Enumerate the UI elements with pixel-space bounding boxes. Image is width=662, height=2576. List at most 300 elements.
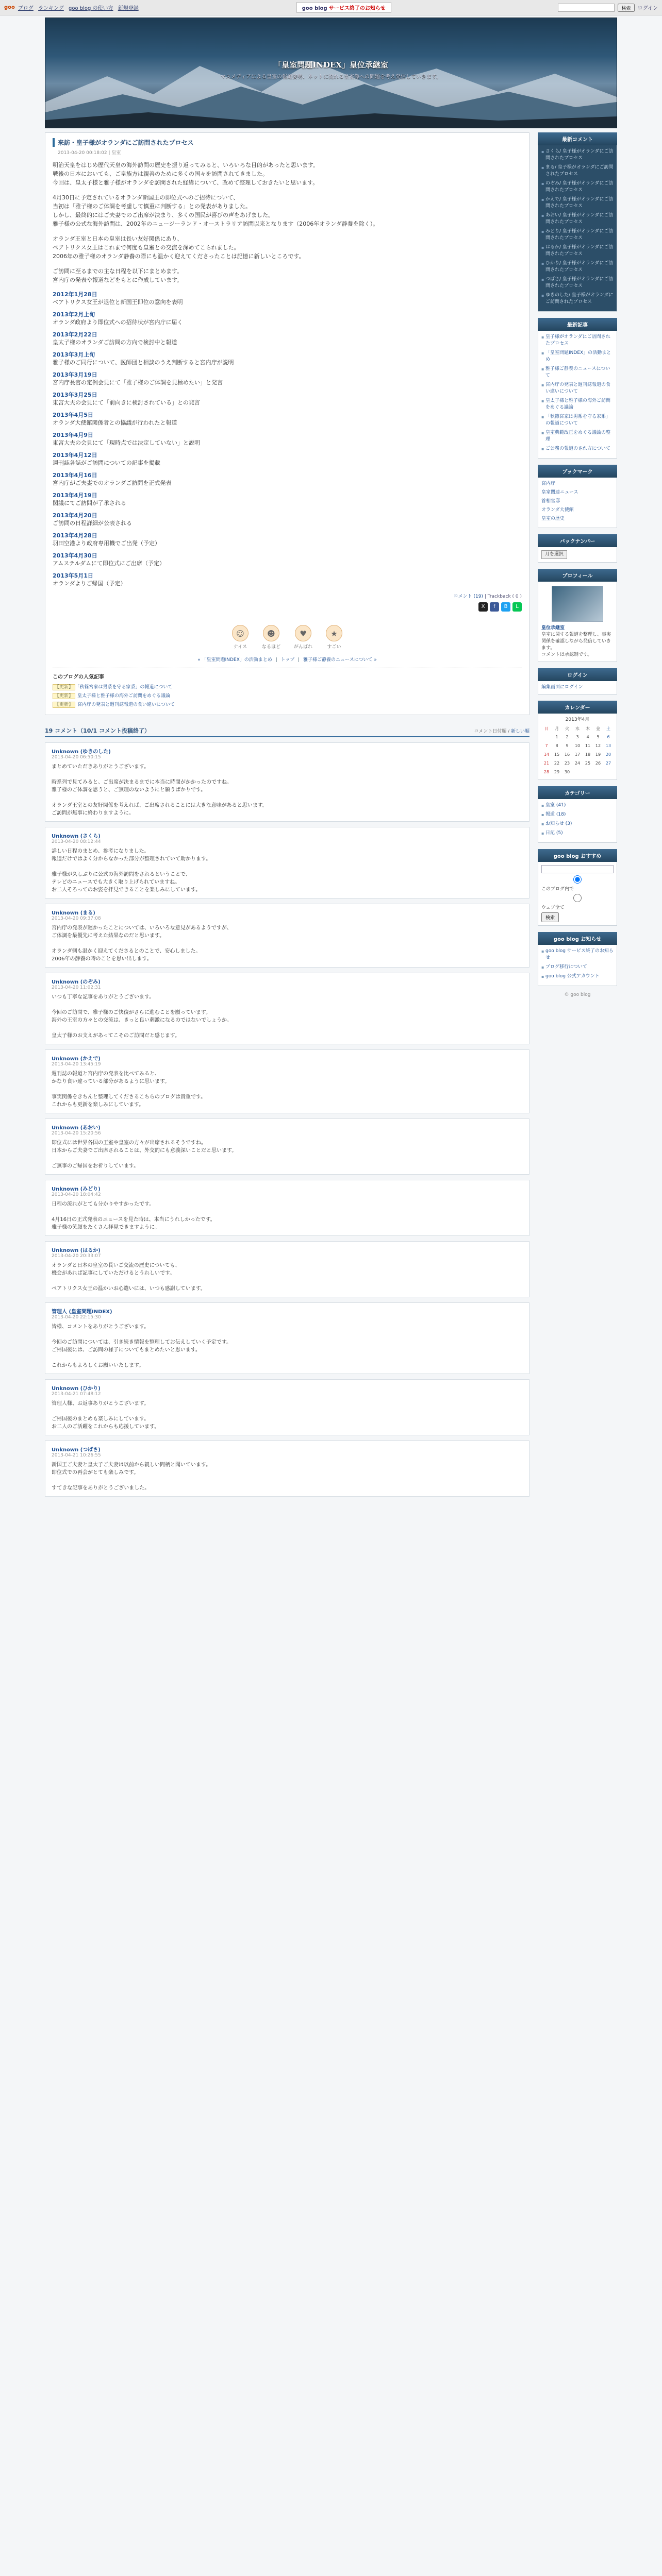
search-title: goo blog おすすめ: [538, 849, 617, 862]
recent-comment-link[interactable]: かえで/ 皇子様がオランダにご訪問されたプロセス: [545, 197, 614, 209]
calendar-week: [541, 733, 614, 741]
latest-articles-body: [538, 331, 617, 459]
calendar-day[interactable]: 12: [595, 743, 601, 748]
reaction-ganbare[interactable]: [294, 625, 312, 650]
blog-title[interactable]: 「皇室問題INDEX」皇位承継室: [274, 60, 388, 70]
comment-author[interactable]: Unknown (みどり): [52, 1187, 101, 1192]
comment-line: テレビのニュースでも大きく取り上げられていますね。: [52, 879, 180, 885]
schedule-date: 2013年4月5日: [53, 412, 93, 418]
calendar-day[interactable]: 8: [555, 743, 558, 748]
related-entries: [53, 668, 522, 707]
x-share-icon[interactable]: X: [478, 602, 488, 612]
comment-line: 雅子様が久しぶりに公式の海外訪問をされるということで、: [52, 872, 191, 877]
related-item[interactable]: [53, 683, 522, 690]
entry-schedule: [53, 291, 522, 587]
reaction-nice[interactable]: [232, 625, 249, 650]
comments-title: 19 コメント（10/1 コメント投稿終了）: [45, 727, 150, 734]
backnumber-box: [538, 534, 617, 563]
categories-body: [538, 799, 617, 843]
star-icon: ★: [326, 625, 342, 641]
recent-comment-link[interactable]: はるか/ 皇子様がオランダにご訪問されたプロセス: [545, 245, 614, 257]
bookmark-link[interactable]: 皇室関連ニュース: [541, 490, 578, 495]
schedule-text: ベアトリクス女王が退位と新国王即位の意向を表明: [53, 299, 183, 306]
calendar-day[interactable]: 10: [574, 743, 581, 748]
comment-body: [52, 763, 523, 817]
login-box: [538, 668, 617, 694]
comment-line: [52, 794, 523, 802]
category-item: [541, 811, 614, 818]
entry-line: 雅子様の公式な海外訪問は、2002年のニュージーランド・オーストラリア訪問以来となります（2006年オランダ静養を除く）。: [53, 221, 379, 227]
search-radio[interactable]: [541, 894, 614, 902]
comment-line: お二人そろってのお姿を拝見できることを楽しみにしています。: [52, 887, 201, 893]
comment-date: 2013-04-20 08:12:44: [52, 839, 101, 844]
service-notice[interactable]: [296, 2, 391, 13]
latest-article-item: [541, 430, 614, 443]
recent-comment-item: [541, 148, 614, 162]
calendar-day[interactable]: 2: [566, 735, 569, 739]
calendar-day[interactable]: 11: [585, 743, 591, 748]
comment-line: [52, 1001, 523, 1009]
related-label: 【更新】: [53, 702, 75, 708]
bookmark-share-icon[interactable]: B: [501, 602, 510, 612]
schedule-text: 閣議にてご訪問が了承される: [53, 500, 126, 506]
comment: [45, 1049, 529, 1113]
latest-article-link[interactable]: 皇子様がオランダにご訪問されたプロセス: [545, 334, 610, 346]
comment-line: まとめていただきありがとうございます。: [52, 764, 150, 770]
top-search-input[interactable]: [558, 4, 615, 12]
comment-line: [52, 1408, 523, 1415]
related-item[interactable]: [53, 692, 522, 699]
comment-author[interactable]: Unknown (まる): [52, 910, 95, 916]
related-list: [53, 683, 522, 707]
comment-line: かなり食い違っている部分があるように思います。: [52, 1079, 170, 1084]
notice-text: サービス終了のお知らせ: [328, 6, 386, 11]
calendar-day[interactable]: [583, 768, 593, 776]
comment-line: オランダ側も温かく迎えてくださるとのことで、安心しました。: [52, 948, 201, 954]
recent-comment-link[interactable]: みどり/ 皇子様がオランダにご訪問されたプロセス: [545, 229, 614, 241]
recent-comments-body: [538, 145, 617, 312]
schedule-text: 雅子様のご同行について、医師団と相談のうえ判断すると宮内庁が説明: [53, 359, 234, 366]
calendar-weekday: 木: [586, 726, 590, 731]
bookmark-link[interactable]: 皇室の歴史: [541, 516, 565, 521]
comment-line: 週刊誌の報道と宮内庁の発表を比べてみると、: [52, 1071, 160, 1077]
profile-name[interactable]: 皇位承継室: [541, 625, 565, 631]
comment-line: [52, 1086, 523, 1093]
comment-body: [52, 1323, 523, 1369]
schedule-text: オランダよりご帰国（予定）: [53, 580, 126, 587]
comment-author[interactable]: Unknown (ひかり): [52, 1386, 101, 1392]
calendar-weekday: 金: [596, 726, 600, 731]
naruhodo-icon: ☻: [263, 625, 279, 641]
entry-line: オランダ王室と日本の皇室は長い友好関係にあり、: [53, 235, 183, 242]
sort-newest-link[interactable]: 新しい順: [510, 728, 529, 734]
latest-article-link[interactable]: 皇室典範改正をめぐる議論の整理: [545, 430, 611, 442]
entry-line: 4月30日に予定されているオランダ新国王の即位式へのご招待について、: [53, 194, 239, 201]
calendar-day[interactable]: 6: [607, 735, 610, 739]
comment-author[interactable]: Unknown (はるか): [52, 1248, 101, 1253]
calendar-weekday: 土: [606, 726, 610, 731]
calendar-day[interactable]: 20: [605, 752, 611, 757]
calendar-day[interactable]: 22: [554, 761, 560, 766]
comment-body: [52, 1400, 523, 1431]
edit-login-link[interactable]: 編集画面にログイン: [541, 685, 583, 690]
calendar-day[interactable]: 9: [566, 743, 569, 748]
profile-text-line: 皇室に関する報道を整理し、事実関係を確認しながら発信していきます。: [541, 632, 611, 651]
profile-avatar: [552, 586, 603, 622]
calendar-day[interactable]: 23: [564, 761, 570, 766]
schedule-text: 宮内庁長官の定例会見にて「雅子様のご体調を見極めたい」と発言: [53, 379, 223, 386]
calendar-day[interactable]: [541, 733, 552, 741]
comment-author[interactable]: Unknown (さくら): [52, 834, 101, 839]
comment-line: 今回のご訪問で、雅子様のご快復がさらに進むことを願っています。: [52, 1010, 211, 1015]
search-option-web[interactable]: [541, 894, 614, 911]
calendar-day[interactable]: 24: [574, 761, 581, 766]
recent-comment-item: [541, 196, 614, 210]
calendar-day[interactable]: 29: [554, 770, 560, 774]
related-item[interactable]: [53, 701, 522, 707]
calendar-day[interactable]: 17: [574, 752, 581, 757]
comment: [45, 1302, 529, 1374]
nav-link-ranking[interactable]: ランキング: [38, 6, 64, 11]
comment-line: これからも更新を楽しみにしています。: [52, 1102, 144, 1108]
calendar-week: [541, 750, 614, 759]
line-share-icon[interactable]: L: [512, 602, 522, 612]
heart-icon: ♥: [295, 625, 311, 641]
latest-articles-title: 最新記事: [538, 318, 617, 331]
latest-article-item: [541, 414, 614, 427]
comment-line: ご無事のご帰国をお祈りしています。: [52, 1163, 139, 1169]
calendar-day[interactable]: 5: [597, 735, 600, 739]
comment-line: 宮内庁の発表が遅かったことについては、いろいろな意見があるようですが、: [52, 925, 232, 931]
comment-line: 皆様、コメントをありがとうございます。: [52, 1324, 150, 1330]
top-link[interactable]: トップ: [280, 657, 295, 663]
comment-author[interactable]: Unknown (のぞみ): [52, 979, 101, 985]
comment-line: ご帰国後のまとめも楽しみにしています。: [52, 1416, 150, 1422]
comment-line: 報道だけではよく分からなかった部分が整理されていて助かります。: [52, 856, 211, 862]
comment-author[interactable]: Unknown (かえで): [52, 1056, 101, 1062]
latest-article-item: [541, 382, 614, 395]
calendar-day[interactable]: 28: [543, 770, 550, 774]
comment-author[interactable]: 管理人 (皇室問題INDEX): [52, 1309, 112, 1315]
comment-line: 新国王ご夫妻と皇太子ご夫妻は以前から親しい間柄と聞いています。: [52, 1462, 211, 1468]
login-title: ログイン: [538, 668, 617, 681]
comment-line: [52, 771, 523, 778]
schedule-text: ご訪問の日程詳細が公表される: [53, 520, 132, 527]
backnumber-body: [538, 547, 617, 563]
entry-line: ベアトリクス女王はこれまで何度も皇室との交流を深めてこられました。: [53, 244, 240, 251]
calendar-day[interactable]: 26: [595, 761, 601, 766]
recent-comment-link[interactable]: まる/ 皇子様がオランダにご訪問されたプロセス: [545, 165, 614, 177]
bookmark-list: [538, 478, 617, 528]
comment-body: [52, 1461, 523, 1492]
schedule-item: [53, 331, 522, 346]
schedule-date: 2013年4月12日: [53, 452, 97, 459]
comment-line: [52, 1331, 523, 1338]
reaction-sugoi[interactable]: [326, 625, 342, 650]
calendar-day[interactable]: 27: [605, 761, 611, 766]
calendar-day[interactable]: 3: [576, 735, 579, 739]
comment-line: ご体調を最優先に考えた結果なのだと思います。: [52, 933, 165, 939]
recent-comments-box: [538, 132, 617, 312]
entry-title[interactable]: 来訪・皇子様がオランダにご訪問されたプロセス: [53, 138, 522, 147]
notice-prefix: goo blog: [302, 6, 327, 11]
search-box: [538, 849, 617, 926]
recent-comment-item: [541, 260, 614, 274]
reaction-label: ナイス: [233, 645, 247, 650]
calendar-day[interactable]: [572, 768, 583, 776]
recent-comment-item: [541, 164, 614, 178]
calendar-week: [541, 741, 614, 750]
login-link[interactable]: ログイン: [637, 6, 658, 11]
recent-comment-link[interactable]: ひかり/ 皇子様がオランダにご訪問されたプロセス: [545, 261, 614, 273]
calendar-day[interactable]: 19: [595, 752, 601, 757]
promo-link[interactable]: goo blog 公式アカウント: [545, 974, 600, 979]
calendar-day[interactable]: 30: [564, 770, 570, 774]
entry-line: 当初は「雅子様のご体調を考慮して慎重に判断する」との発表がありました。: [53, 203, 251, 210]
schedule-text: 羽田空港より政府専用機でご出発（予定）: [53, 540, 160, 547]
reaction-buttons: [53, 625, 522, 650]
comment-date: 2013-04-20 13:45:19: [52, 1062, 101, 1067]
recent-comment-item: [541, 228, 614, 242]
latest-article-link[interactable]: 「秋篠宮家は男系を守る家系」の報道について: [545, 414, 611, 426]
schedule-text: 宮内庁がご夫妻でのオランダご訪問を正式発表: [53, 480, 172, 486]
entry-pager: « 「皇室問題INDEX」の活動まとめ | トップ | 雅子様ご静養のニュースについて »: [197, 657, 377, 663]
comment-body: [52, 848, 523, 894]
schedule-text: アムステルダムにて即位式にご出席（予定）: [53, 560, 166, 567]
comment-line: [52, 1024, 523, 1032]
calendar-day[interactable]: 4: [586, 735, 589, 739]
recent-comment-item: [541, 292, 614, 306]
calendar-weekday: 日: [544, 726, 549, 731]
latest-article-link[interactable]: 皇太子様と雅子様の海外ご訪問をめぐる議論: [545, 398, 611, 410]
comment: [45, 1118, 529, 1175]
comment: [45, 742, 529, 822]
promo-item: [541, 973, 614, 980]
calendar-day[interactable]: 14: [543, 752, 550, 757]
schedule-item: [53, 532, 522, 547]
category-link[interactable]: お知らせ (3): [545, 821, 572, 826]
bookmark-link[interactable]: オランダ大使館: [541, 507, 574, 513]
comment-line: 詳しい日程のまとめ、参考になりました。: [52, 849, 150, 854]
comment-date: 2013-04-20 09:37:08: [52, 916, 101, 921]
comment-date: 2013-04-20 06:50:15: [52, 755, 101, 760]
comment-line: 管理人様、お返事ありがとうございます。: [52, 1401, 150, 1406]
entry-line: しかし、最終的にはご夫妻でのご出席が決まり、多くの国民が喜びの声をあげました。: [53, 212, 274, 218]
calendar-day[interactable]: 25: [585, 761, 591, 766]
schedule-text: 皇太子様のオランダご訪問の方向で検討中と報道: [53, 339, 177, 346]
category-item: [541, 802, 614, 809]
comment-author[interactable]: Unknown (あおい): [52, 1125, 101, 1131]
schedule-item: [53, 512, 522, 527]
schedule-item: [53, 572, 522, 587]
comment-body: [52, 924, 523, 963]
related-label: 【更新】: [53, 693, 75, 699]
login-body: [538, 681, 617, 694]
comment-body: [52, 1139, 523, 1170]
promo-item: [541, 948, 614, 961]
nav-link-blog[interactable]: ブログ: [18, 6, 34, 11]
entry-line: 宮内庁の発表や報道などをもとに作成しています。: [53, 277, 183, 283]
entry-line: 今回は、皇太子様と雅子様がオランダを訪問された経緯について、改めて整理しておきたいと思います。: [53, 179, 319, 186]
comment-count-link[interactable]: コメント (19): [453, 594, 483, 599]
blog-header: [45, 18, 617, 128]
backnumber-title: バックナンバー: [538, 534, 617, 547]
nav-link-howto[interactable]: goo blog の使い方: [68, 6, 113, 11]
related-text: 「秋篠宮家は男系を守る家系」の報道について: [77, 685, 173, 690]
comment-body: [52, 1070, 523, 1109]
calendar-title: カレンダー: [538, 701, 617, 714]
latest-article-link[interactable]: 雅子様ご静養のニュースについて: [545, 366, 610, 378]
calendar-day[interactable]: [603, 768, 614, 776]
calendar-day[interactable]: 16: [564, 752, 570, 757]
content-wrap: [45, 132, 617, 1497]
recent-comment-item: [541, 212, 614, 226]
promo-link[interactable]: goo blog サービス終了のお知らせ: [545, 948, 614, 960]
comment-line: [52, 1208, 523, 1216]
comment-line: [52, 1477, 523, 1484]
promo-item: [541, 964, 614, 971]
schedule-date: 2013年3月25日: [53, 392, 97, 398]
schedule-item: [53, 291, 522, 306]
comment-date: 2013-04-20 15:20:56: [52, 1131, 101, 1136]
bookmark-link[interactable]: 首相官邸: [541, 499, 560, 504]
schedule-item: [53, 391, 522, 406]
search-body: [538, 862, 617, 926]
related-text: 皇太子様と雅子様の海外ご訪問をめぐる議論: [77, 693, 171, 699]
sort-label: コメント日付順 /: [474, 728, 510, 734]
comment-line: 日本からご夫妻でご出席されることは、外交的にも意義深いことだと思います。: [52, 1148, 237, 1154]
comment-date: 2013-04-20 18:04:42: [52, 1192, 101, 1197]
category-item: [541, 821, 614, 827]
recent-comment-link[interactable]: つばさ/ 皇子様がオランダにご訪問されたプロセス: [545, 277, 614, 289]
entry-line: 戦後の日本においても、ご皇族方は親善のために多くの国々を訪問されてきました。: [53, 171, 268, 177]
recent-comment-link[interactable]: ゆきのした/ 皇子様がオランダにご訪問されたプロセス: [545, 293, 614, 304]
schedule-text: オランダ大使館関係者との協議が行われたと報道: [53, 419, 177, 426]
categories-title: カテゴリー: [538, 786, 617, 799]
comment-list: [45, 742, 529, 1497]
category-link[interactable]: 皇室 (41): [545, 803, 566, 808]
schedule-date: 2013年4月20日: [53, 512, 97, 519]
comments-sort: [474, 727, 529, 734]
latest-article-link[interactable]: 宮内庁の発表と週刊誌報道の食い違いについて: [545, 382, 611, 394]
calendar-day[interactable]: 21: [543, 761, 550, 766]
calendar-day[interactable]: 15: [554, 752, 560, 757]
nav-link-signup[interactable]: 新規登録: [118, 6, 139, 11]
profile-title: プロフィール: [538, 569, 617, 582]
top-search: [558, 4, 658, 12]
prev-entry-link[interactable]: « 「皇室問題INDEX」の活動まとめ: [197, 657, 272, 663]
promo-body: [538, 945, 617, 986]
promo-title: goo blog お知らせ: [538, 932, 617, 945]
reaction-label: すごい: [327, 645, 341, 650]
bookmark-link[interactable]: 宮内庁: [541, 481, 556, 486]
comment-author[interactable]: Unknown (つばさ): [52, 1447, 101, 1453]
profile-text-line: コメントは承認制です。: [541, 652, 592, 657]
search-option-label: このブログ内で: [541, 887, 574, 892]
latest-articles-box: [538, 318, 617, 459]
calendar-day[interactable]: 13: [605, 743, 611, 748]
comment-line: オランダと日本の皇室の長いご交流の歴史についても、: [52, 1263, 180, 1268]
related-heading: このブログの人気記事: [53, 674, 104, 680]
reaction-label: がんばれ: [294, 645, 313, 650]
entry-paragraph: [53, 267, 522, 284]
comment: [45, 973, 529, 1044]
sidebar-search-button[interactable]: 検索: [541, 912, 559, 922]
calendar-day[interactable]: 18: [585, 752, 591, 757]
schedule-item: [53, 411, 522, 427]
schedule-item: [53, 451, 522, 467]
calendar-week: [541, 768, 614, 776]
category-link[interactable]: 報道 (18): [545, 812, 566, 817]
entry-paragraph: [53, 234, 522, 261]
recent-comments-list: [541, 148, 614, 306]
facebook-share-icon[interactable]: f: [490, 602, 499, 612]
comment-line: 雅子様のご体調を思うと、ご無理のないようにと願うばかりです。: [52, 787, 206, 793]
main-column: [45, 132, 529, 1497]
category-link[interactable]: 日記 (5): [545, 831, 563, 836]
comment-line: ご帰国後には、ご訪問の様子についてもまとめたいと思います。: [52, 1347, 201, 1353]
sidebar-search-input[interactable]: [541, 865, 614, 873]
comment-line: 4月16日の正式発表のニュースを見た時は、本当にうれしかったです。: [52, 1217, 216, 1223]
comment-author[interactable]: Unknown (ゆきのした): [52, 749, 111, 755]
calendar-day[interactable]: 1: [555, 735, 558, 739]
schedule-text: オランダ政府より即位式への招待状が宮内庁に届く: [53, 319, 183, 326]
entry-paragraph: [53, 161, 522, 187]
search-option-blog[interactable]: [541, 875, 614, 893]
schedule-text: 週刊誌各誌がご訪問についての記事を掲載: [53, 460, 160, 466]
schedule-date: 2013年2月上旬: [53, 311, 95, 318]
entry-line: 2006年の雅子様のオランダ静養の際にも温かく迎えてくださったことは記憶に新しいところです。: [53, 253, 305, 260]
goo-logo[interactable]: goo: [4, 5, 15, 10]
schedule-date: 2013年2月22日: [53, 331, 97, 338]
comment: [45, 1440, 529, 1497]
comment-line: 皇太子様のお支えがあってこそのご訪問だと感じます。: [52, 1033, 180, 1039]
recent-comment-link[interactable]: のぞみ/ 皇子様がオランダにご訪問されたプロセス: [545, 181, 614, 193]
schedule-date: 2013年3月上旬: [53, 351, 95, 358]
comment-line: [52, 863, 523, 871]
recent-comment-link[interactable]: さくら/ 皇子様がオランダにご訪問されたプロセス: [545, 149, 614, 161]
backnumber-select[interactable]: 月を選択: [541, 550, 567, 559]
calendar-day[interactable]: 7: [545, 743, 548, 748]
search-radio[interactable]: [541, 875, 614, 884]
next-entry-link[interactable]: 雅子様ご静養のニュースについて »: [303, 657, 377, 663]
comment-line: お二人のご活躍をこれからも応援しています。: [52, 1424, 160, 1430]
schedule-item: [53, 311, 522, 326]
schedule-date: 2013年4月16日: [53, 472, 97, 479]
trackback-count: | Trackback ( 0 ): [484, 594, 522, 599]
calendar-day[interactable]: [593, 768, 603, 776]
latest-article-link[interactable]: ご公務の報道のされ方について: [545, 446, 610, 451]
latest-article-item: [541, 350, 614, 363]
latest-article-item: [541, 334, 614, 347]
top-search-button[interactable]: 検索: [618, 4, 634, 12]
recent-comment-item: [541, 180, 614, 194]
recent-comment-link[interactable]: あおい/ 皇子様がオランダにご訪問されたプロセス: [545, 213, 614, 225]
schedule-date: 2013年4月30日: [53, 552, 97, 559]
related-text: 宮内庁の発表と週刊誌報道の食い違いについて: [77, 702, 175, 707]
comment-line: 2006年の静養の時のことを思い出します。: [52, 956, 152, 962]
comment-line: 機会があれば記事にしていただけるとうれしいです。: [52, 1270, 175, 1276]
schedule-date: 2013年4月19日: [53, 492, 97, 499]
calendar-caption: 2013年4月: [565, 717, 590, 722]
latest-article-link[interactable]: 「皇室問題INDEX」の活動まとめ: [545, 350, 611, 362]
schedule-item: [53, 351, 522, 366]
schedule-date: 2013年4月28日: [53, 532, 97, 539]
comment-body: [52, 993, 523, 1040]
calendar-box: [538, 701, 617, 780]
reaction-naruhodo[interactable]: [262, 625, 280, 650]
promo-link[interactable]: ブログ移行について: [545, 964, 587, 970]
